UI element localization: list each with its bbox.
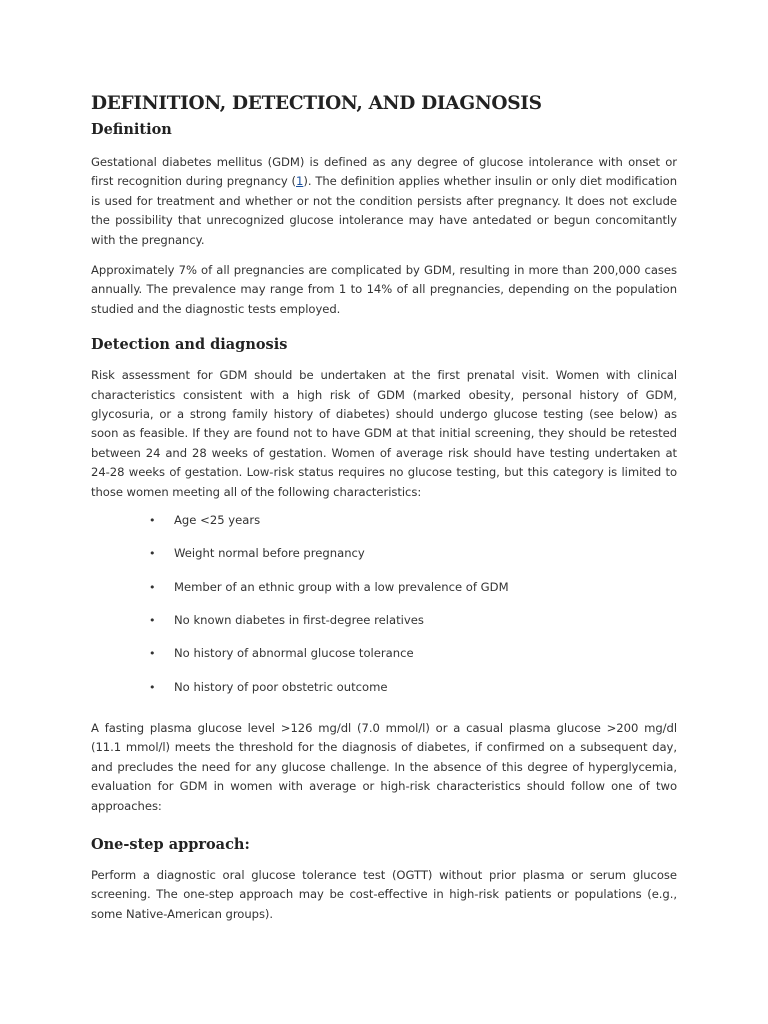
definition-paragraph-2: Approximately 7% of all pregnancies are complicated by GDM, resulting in more than 200,000 cases annually. The prevalence may range from 1 to 14% of all pregnancies, depending on the population studied and the diagnostic tests employed. xyxy=(91,263,677,316)
list-item xyxy=(91,511,677,544)
bullet-icon: • xyxy=(149,580,156,594)
page-title: DEFINITION, DETECTION, AND DIAGNOSIS xyxy=(91,93,542,114)
bullet-icon: • xyxy=(149,514,156,528)
section-heading-one-step: One-step approach: xyxy=(91,835,250,853)
section-heading-definition: Definition xyxy=(91,121,172,138)
list-item-text: Weight normal before pregnancy xyxy=(174,546,365,561)
detection-paragraph-1: Risk assessment for GDM should be undertaken at the first prenatal visit. Women with clinical characteristics consistent with a high risk of GDM (marked obesity, personal history of GDM, glycosuria, or a strong family history of diabetes) should undergo glucose testing (see below) as soon as feasible. If they are found not to have GDM at that initial screening, they should be retested between 24 and 28 weeks of gestation. Women of average risk should have testing undertaken at 24-28 weeks of gestation. Low-risk status requires no glucose testing, but this category is limited to those women meeting all of the following characteristics: xyxy=(91,368,677,499)
list-item xyxy=(91,611,677,644)
one-step-paragraph: Perform a diagnostic oral glucose tolerance test (OGTT) without prior plasma or serum glucose screening. The one-step approach may be cost-effective in high-risk patients or populations (e.g., some Native-American groups). xyxy=(91,867,677,921)
definition-paragraph-1 xyxy=(91,153,677,250)
list-item-text: Age <25 years xyxy=(174,513,261,528)
bullet-icon: • xyxy=(149,547,156,561)
definition-p1-text-start: Gestational diabetes mellitus (GDM) is defined as any degree of glucose intolerance with onset or first recognition during pregnancy ( xyxy=(91,155,677,189)
low-risk-criteria-list xyxy=(91,511,677,711)
section-heading-detection: Detection and diagnosis xyxy=(91,336,288,354)
list-item-text: No history of abnormal glucose tolerance xyxy=(174,646,414,661)
list-item xyxy=(91,644,677,677)
list-item xyxy=(91,578,677,611)
list-item xyxy=(91,678,677,711)
bullet-icon: • xyxy=(149,680,156,694)
article-body xyxy=(91,92,677,924)
reference-link-1[interactable]: 1 xyxy=(296,174,304,189)
bullet-icon: • xyxy=(149,647,156,661)
detection-paragraph-2: A fasting plasma glucose level >126 mg/dl (7.0 mmol/l) or a casual plasma glucose >200 mg/dl (11.1 mmol/l) meets the threshold for the diagnosis of diabetes, if confirmed on a subsequent day, and precludes the need for any glucose challenge. In the absence of this degree of hyperglycemia, evaluation for GDM in women with average or high-risk characteristics should follow one of two approaches: xyxy=(91,720,677,813)
list-item-text: Member of an ethnic group with a low prevalence of GDM xyxy=(174,579,509,594)
list-item-text: No known diabetes in first-degree relatives xyxy=(174,612,424,627)
list-item-text: No history of poor obstetric outcome xyxy=(174,679,388,694)
list-item xyxy=(91,544,677,577)
definition-p1-text-end: ). The definition applies whether insulin or only diet modification is used for treatment and whether or not the condition persists after pregnancy. It does not exclude the possibility that unrecognized glucose intolerance may have antedated or begun concomitantly with the pregnancy. xyxy=(91,174,677,247)
bullet-icon: • xyxy=(149,613,156,627)
